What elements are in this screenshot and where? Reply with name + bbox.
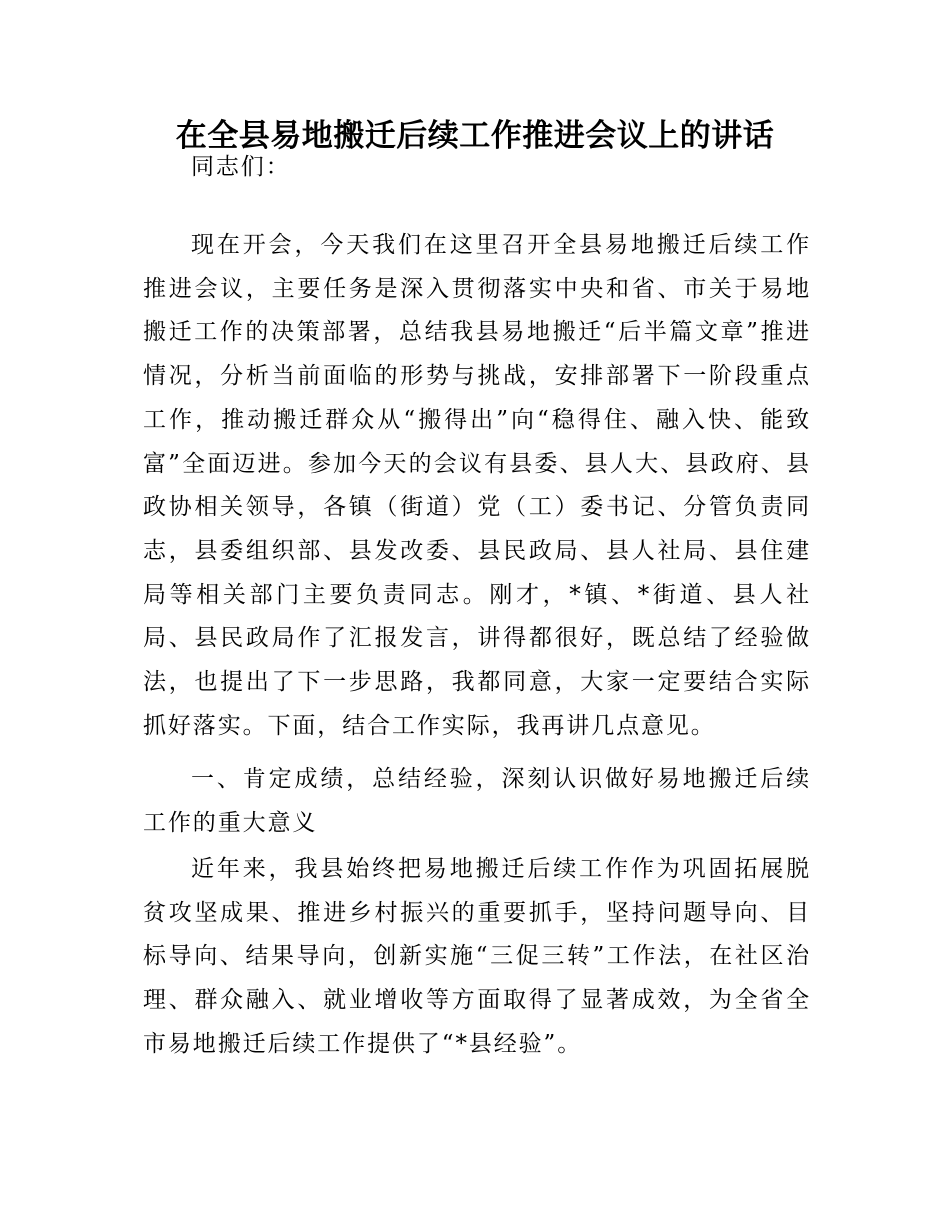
section-heading-1: 一、肯定成绩，总结经验，深刻认识做好易地搬迁后续工作的重大意义: [143, 766, 811, 836]
salutation: 同志们：: [191, 154, 291, 180]
section-1-paragraph: 近年来，我县始终把易地搬迁后续工作作为巩固拓展脱贫攻坚成果、推进乡村振兴的重要抓手，坚持问题导向、目标导向、结果导向，创新实施“三促三转”工作法，在社区治理、群众融入、就业增收等方面取得了显著成效，为全省全市易地搬迁后续工作提供了“*县经验”。: [143, 856, 811, 1057]
document-title: 在全县易地搬迁后续工作推进会议上的讲话: [175, 118, 775, 154]
opening-paragraph: 现在开会，今天我们在这里召开全县易地搬迁后续工作推进会议，主要任务是深入贯彻落实中央和省、市关于易地搬迁工作的决策部署，总结我县易地搬迁“后半篇文章”推进情况，分析当前面临的形势与挑战，安排部署下一阶段重点工作，推动搬迁群众从“搬得出”向“稳得住、融入快、能致富”全面迈进。参加今天的会议有县委、县人大、县政府、县政协相关领导，各镇（街道）党（工）委书记、分管负责同志，县委组织部、县发改委、县民政局、县人社局、县住建局等相关部门主要负责同志。刚才，*镇、*街道、县人社局、县民政局作了汇报发言，讲得都很好，既总结了经验做法，也提出了下一步思路，我都同意，大家一定要结合实际抓好落实。下面，结合工作实际，我再讲几点意见。: [143, 232, 811, 739]
